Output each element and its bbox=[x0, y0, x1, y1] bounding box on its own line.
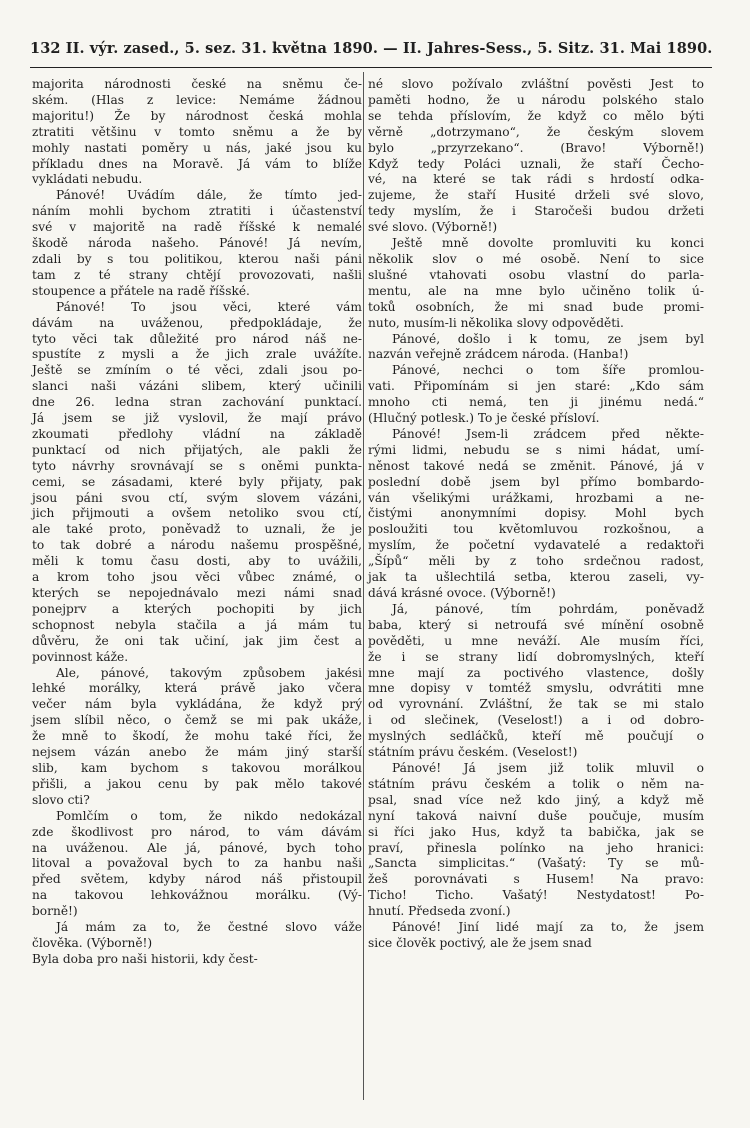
text-line: slib, kam bychom s takovou morálkou bbox=[32, 760, 362, 775]
text-line: ván všelikými urážkami, hrozbami a ne- bbox=[368, 490, 704, 505]
text-line: litoval a považoval bych to za hanbu naši bbox=[32, 856, 362, 871]
text-line: nejsem vázán anebo že mám jiný starší bbox=[32, 745, 362, 760]
text-line: Byla doba pro naši historii, kdy čest- bbox=[32, 951, 258, 966]
text-line: na takovou lehkovážnou morálku. (Vý- bbox=[32, 888, 362, 903]
text-line: mnoho cti nemá, ten ji jinému nedá.“ bbox=[368, 395, 704, 410]
text-line: Ještě mně dovolte promluviti ku konci bbox=[392, 236, 704, 251]
text-line: to tak dobré a národu našemu prospěšné, bbox=[32, 538, 362, 553]
text-line: že mně to škodí, že mohu také říci, že bbox=[32, 729, 362, 744]
text-line: na uváženou. Ale já, pánové, bych toho bbox=[32, 840, 362, 855]
page-header: 132 II. výr. zased., 5. sez. 31. května 1890. — II. Jahres-Sess., 5. Sitz. 31. Mai 1890. bbox=[30, 40, 713, 57]
text-line: spustíte z mysli a že jich zrale uvážíte. bbox=[32, 347, 362, 362]
right-column bbox=[368, 77, 704, 952]
text-line: schopnost nebyla stačila a já mám tu bbox=[32, 617, 362, 632]
text-line: Ticho! Ticho. Vašatý! Nestydatost! Po- bbox=[368, 888, 704, 903]
text-line: jich přijmouti a ovšem netoliko svou ctí, bbox=[32, 506, 362, 521]
text-line: Ještě se zmíním o té věci, zdali jsou po- bbox=[32, 363, 362, 378]
text-line: tam z té strany chtějí provozovati, našli bbox=[32, 267, 362, 282]
text-line: mne mají za poctivého vlastence, došly bbox=[368, 665, 704, 680]
text-line: hnutí. Předseda zvoní.) bbox=[368, 904, 511, 919]
text-line: večer nám byla vykládána, že když prý bbox=[32, 697, 362, 712]
text-line: Pánové! Jsem-li zrádcem před někte- bbox=[392, 426, 704, 441]
text-line: psal, snad více než kdo jiný, a když mě bbox=[368, 792, 704, 807]
left-column bbox=[32, 77, 362, 968]
text-line: měli k tomu času dosti, aby to uvážili, bbox=[32, 554, 362, 569]
text-line: bylo „przyrzekano“. (Bravo! Výborně!) bbox=[368, 140, 704, 155]
text-line: státním právu českém. (Veselost!) bbox=[368, 745, 578, 760]
text-line: příkladu dnes na Moravě. Já vám to blíže bbox=[32, 156, 362, 171]
text-line: jak ta ušlechtilá setba, kterou zaseli, vy- bbox=[368, 570, 704, 585]
text-line: své slovo. (Výborně!) bbox=[368, 220, 498, 235]
text-line: od vyrovnání. Zvláštní, že tak se mi stalo bbox=[368, 697, 704, 712]
text-line: borně!) bbox=[32, 904, 78, 919]
text-line: Pánové, nechci o tom šíře promlou- bbox=[392, 363, 704, 378]
text-line: mne dopisy v tomtéž smyslu, odvrátiti mne bbox=[368, 681, 704, 696]
text-line: Já jsem se již vyslovil, že mají právo bbox=[32, 411, 362, 426]
text-line: náním mohli bychom ztratiti i účastenství bbox=[32, 204, 362, 219]
text-line: slanci naši vázáni slibem, který učinili bbox=[32, 379, 362, 394]
text-line: vé, na které se tak rádi s hrdostí odka- bbox=[368, 172, 704, 187]
text-line: Ale, pánové, takovým způsobem jakési bbox=[56, 665, 362, 680]
text-line: myslných sedláčků, kteří mě poučují o bbox=[368, 729, 704, 744]
text-line: dává krásné ovoce. (Výborně!) bbox=[368, 586, 556, 600]
text-line: zde škodlivost pro národ, to vám dávám bbox=[32, 824, 362, 839]
text-line: několik slov o mé osobě. Není to sice bbox=[368, 251, 704, 266]
text-line: (Hlučný potlesk.) To je české přísloví. bbox=[368, 411, 600, 426]
text-line: punktací od nich přijatých, ale pakli že bbox=[32, 442, 362, 457]
text-line: posloužiti tou květomluvou rozkošnou, a bbox=[368, 522, 704, 537]
text-line: baba, který si netroufá své mínění osobně bbox=[368, 617, 704, 632]
text-line: praví, přinesla polínko na jeho hranici: bbox=[368, 840, 704, 855]
text-line: sice člověk poctivý, ale že jsem snad bbox=[368, 935, 592, 950]
text-line: si říci jako Hus, když ta babička, jak se bbox=[368, 824, 704, 839]
text-line: Pánové! Já jsem již tolik mluvil o bbox=[392, 760, 704, 775]
text-line: ponejprv a kterých pochopiti by jich bbox=[32, 601, 362, 616]
text-line: Když tedy Poláci uznali, že staří Čecho- bbox=[368, 156, 704, 171]
text-line: paměti hodno, že u národu polského stalo bbox=[368, 92, 704, 107]
text-line: zkoumati předlohy vládní na základě bbox=[32, 426, 362, 441]
text-line: své v majoritě na radě říšské k nemalé bbox=[32, 220, 362, 235]
text-line: tedy myslím, že i Staročeši budou držeti bbox=[368, 204, 704, 219]
text-line: slušné vtahovati osobu vlastní do parla- bbox=[368, 267, 704, 282]
text-line: kterých se nepojednávalo mezi námi snad bbox=[32, 586, 362, 600]
header-rule bbox=[30, 67, 712, 68]
text-line: nazván veřejně zrádcem národa. (Hanba!) bbox=[368, 347, 629, 362]
text-line: před světem, kdyby národ náš přistoupil bbox=[32, 872, 362, 887]
text-line: Pánové! Uvádím dále, že tímto jed- bbox=[56, 188, 362, 203]
text-line: vykládati nebudu. bbox=[32, 172, 143, 187]
text-line: Já, pánové, tím pohrdám, poněvadž bbox=[392, 601, 704, 616]
text-line: rými lidmi, nebudu se s nimi hádat, umí- bbox=[368, 442, 704, 457]
column-divider bbox=[363, 72, 364, 1100]
text-line: něnost takové nedá se změnit. Pánové, já v bbox=[368, 458, 704, 473]
text-line: majoritu!) Že by národnost česká mohla bbox=[32, 108, 362, 123]
text-line: nuto, musím-li několika slovy odpověděti. bbox=[368, 315, 624, 330]
text-line: vati. Připomínám si jen staré: „Kdo sám bbox=[368, 379, 704, 394]
text-line: státním právu českém a tolik o něm na- bbox=[368, 776, 704, 791]
text-line: přišli, a jakou cenu by pak mělo takové bbox=[32, 776, 362, 791]
text-line: mohly nastati poměry u nás, jaké jsou ku bbox=[32, 140, 362, 155]
text-line: myslím, že početní vydavatelé a redaktoři bbox=[368, 538, 704, 553]
text-line: tyto návrhy srovnávají se s oněmi punkta- bbox=[32, 458, 362, 473]
text-line: stoupence a přátele na radě říšské. bbox=[32, 283, 250, 298]
text-line: Pomlčím o tom, že nikdo nedokázal bbox=[56, 808, 362, 823]
text-line: dávám na uváženou, předpokládaje, že bbox=[32, 315, 362, 330]
text-line: i od slečinek, (Veselost!) a i od dobro- bbox=[368, 713, 704, 728]
text-line: „Sancta simplicitas.“ (Vašatý: Ty se mů- bbox=[368, 856, 704, 871]
text-line: Já mám za to, že čestné slovo váže bbox=[56, 920, 362, 935]
text-line: slovo cti? bbox=[32, 792, 90, 807]
text-line: „Šípů“ měli by z toho srdečnou radost, bbox=[368, 554, 704, 569]
text-line: Pánové! Jiní lidé mají za to, že jsem bbox=[392, 920, 704, 935]
text-line: poslední době jsem byl přímo bombardo- bbox=[368, 474, 704, 489]
text-line: zdali by s tou politikou, kterou naši páni bbox=[32, 251, 362, 266]
text-line: člověka. (Výborně!) bbox=[32, 935, 153, 950]
text-line: pověděti, u mne neváží. Ale musím říci, bbox=[368, 633, 704, 648]
text-line: toků osobních, že mi snad bude promi- bbox=[368, 299, 704, 314]
text-line: mentu, ale na mne bylo učiněno tolik ú- bbox=[368, 283, 704, 298]
text-line: Pánové, došlo i k tomu, ze jsem byl bbox=[392, 331, 704, 346]
text-line: ale také proto, poněvadž to uznali, že je bbox=[32, 522, 362, 537]
text-line: nyní taková naivní duše poučuje, musím bbox=[368, 808, 704, 823]
text-line: se tehda příslovím, že když co mělo býti bbox=[368, 108, 704, 123]
text-line: povinnost káže. bbox=[32, 649, 129, 664]
text-line: věrně „dotrzymano“, že českým slovem bbox=[368, 124, 704, 139]
text-line: čistými anonymními dopisy. Mohl bych bbox=[368, 506, 704, 521]
text-line: důvěru, že oni tak učiní, jak jim čest a bbox=[32, 633, 362, 648]
text-line: že i se strany lidí dobromyslných, kteří bbox=[368, 649, 704, 664]
text-line: jsem slíbil něco, o čemž se mi pak ukáže, bbox=[32, 713, 362, 728]
text-line: žeš porovnávati s Husem! Na pravo: bbox=[368, 872, 704, 887]
text-line: jsou páni svou ctí, svým slovem vázáni, bbox=[32, 490, 362, 505]
text-line: ském. (Hlas z levice: Nemáme žádnou bbox=[32, 92, 362, 107]
text-line: majorita národnosti české na sněmu če- bbox=[32, 77, 362, 91]
text-line: škodě národa našeho. Pánové! Já nevím, bbox=[32, 236, 362, 251]
text-line: ztratiti většinu v tomto sněmu a že by bbox=[32, 124, 362, 139]
text-line: dne 26. ledna stran zachování punktací. bbox=[32, 395, 362, 410]
text-line: a krom toho jsou věci vůbec známé, o bbox=[32, 570, 362, 585]
text-line: lehké morálky, která právě jako včera bbox=[32, 681, 362, 696]
text-line: né slovo požívalo zvláštní pověsti Jest to bbox=[368, 77, 704, 91]
text-line: Pánové! To jsou věci, které vám bbox=[56, 299, 362, 314]
text-line: cemi, se zásadami, které byly přijaty, pak bbox=[32, 474, 362, 489]
text-line: zujeme, že staří Husité drželi své slovo, bbox=[368, 188, 704, 203]
text-line: tyto věci tak důležité pro národ náš ne- bbox=[32, 331, 362, 346]
